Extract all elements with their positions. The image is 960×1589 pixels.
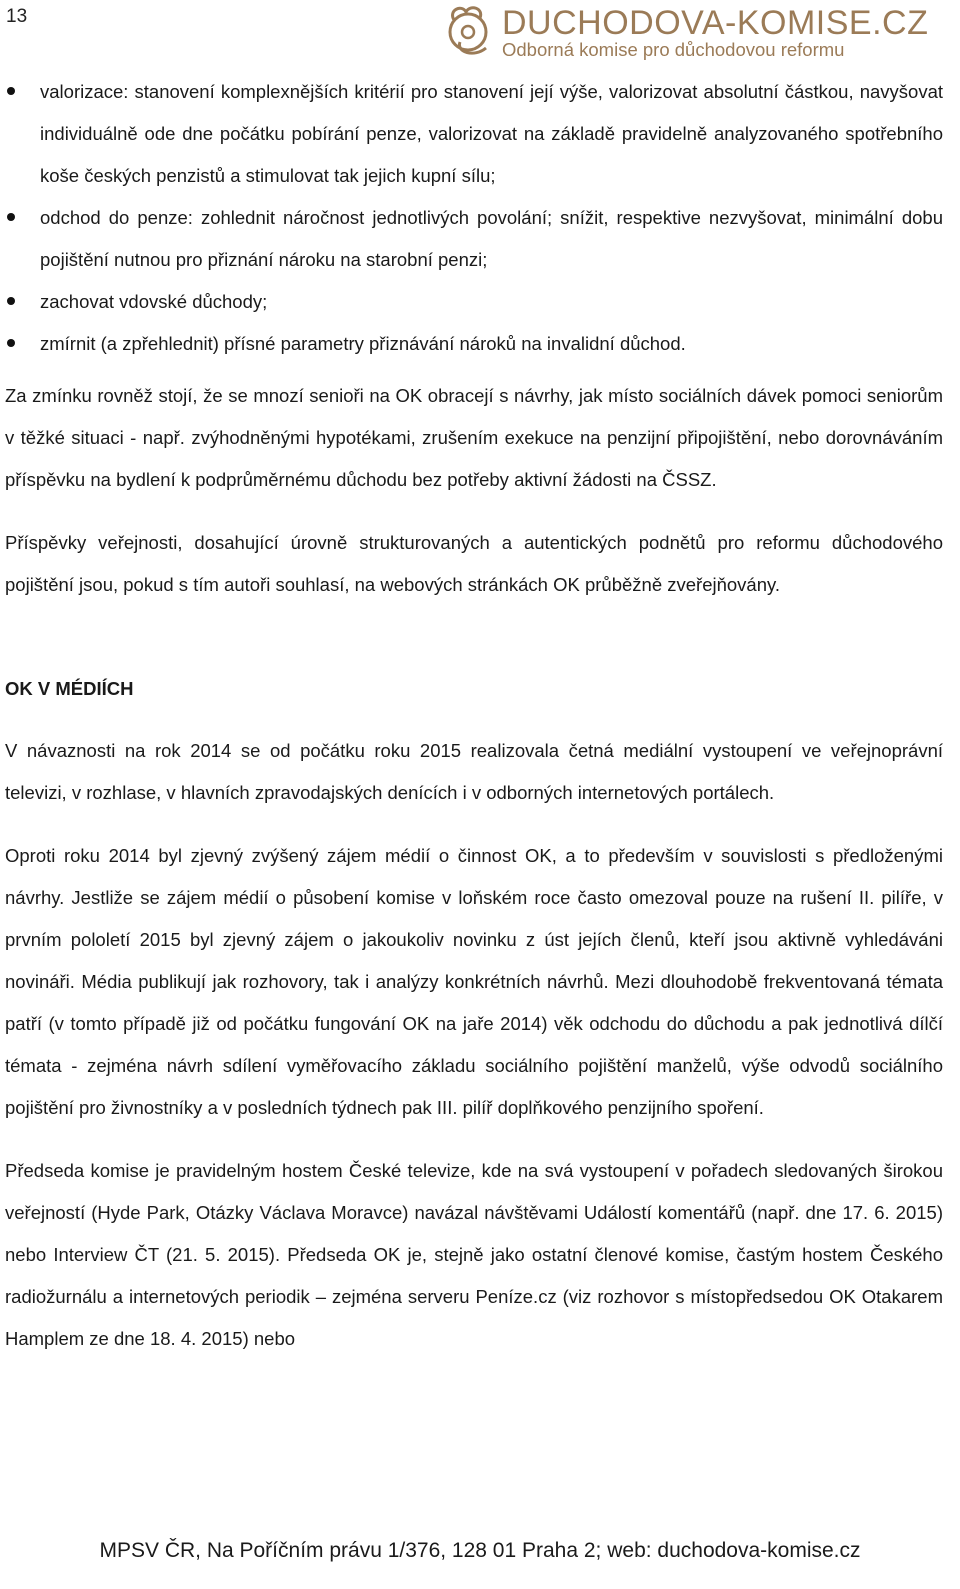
site-logo bbox=[444, 2, 954, 62]
page-footer: MPSV ČR, Na Poříčním právu 1/376, 128 01 Praha 2; web: duchodova-komise.cz bbox=[99, 1539, 861, 1562]
bullet-icon bbox=[7, 297, 15, 305]
list-item-text: zachovat vdovské důchody; bbox=[40, 291, 268, 312]
page-number: 13 bbox=[6, 6, 28, 27]
section-heading: OK V MÉDIÍCH bbox=[5, 678, 134, 699]
document-body bbox=[5, 71, 943, 1360]
list-item-text: zmírnit (a zpřehlednit) přísné parametry přiznávání nároků na invalidní důchod. bbox=[40, 333, 686, 354]
seal-emblem-icon bbox=[444, 2, 500, 60]
bullet-list bbox=[5, 71, 943, 365]
list-item bbox=[5, 323, 943, 365]
paragraph-media-interest: Oproti roku 2014 byl zjevný zvýšený zájem médií o činnost OK, a to především v souvislosti s předloženými návrhy. Jestliže se zájem médií o působení komise v loňském roce často omezoval pouze na rušení II. pilíře, v prvním pololetí 2015 byl zjevný zájem o jakoukoliv novinku z úst jejích členů, kteří jsou aktivně vyhledáváni novináři. Média publikují jak rozhovory, tak i analýzy konkrétních návrhů. Mezi dlouhodobě frekventovaná témata patří (v tomto případě již od počátku fungování OK na jaře 2014) věk odchodu do důchodu a pak jednotlivá dílčí témata - zejména návrh sdílení vyměřovacího základu sociálního pojištění manželů, výše odvodů sociálního pojištění pro živnostníky a v posledních týdnech pak III. pilíř doplňkového penzijního spoření. bbox=[5, 845, 943, 1118]
list-item bbox=[5, 197, 943, 281]
bullet-icon bbox=[7, 339, 15, 347]
paragraph-senior-proposals: Za zmínku rovněž stojí, že se mnozí senioři na OK obracejí s návrhy, jak místo sociálních dávek pomoci seniorům v těžké situaci - např. zvýhodněnými hypotékami, zrušením exekuce na penzijní připojištění, nebo dorovnáváním příspěvku na bydlení k podprůměrnému důchodu bez potřeby aktivní žádosti na ČSSZ. bbox=[5, 385, 943, 490]
logo-subtitle: Odborná komise pro důchodovou reformu bbox=[502, 39, 845, 60]
list-item bbox=[5, 281, 943, 323]
logo-title: DUCHODOVA-KOMISE.CZ bbox=[502, 4, 929, 42]
bullet-icon bbox=[7, 87, 15, 95]
paragraph-media-appearances: V návaznosti na rok 2014 se od počátku roku 2015 realizovala četná mediální vystoupení ve veřejnoprávní televizi, v rozhlase, v hlavních zpravodajských denících i v odborných internetových portálech. bbox=[5, 740, 943, 803]
bullet-icon bbox=[7, 213, 15, 221]
list-item bbox=[5, 71, 943, 197]
list-item-text: valorizace: stanovení komplexnějších kritérií pro stanovení její výše, valorizovat absolutní částkou, navyšovat individuálně ode dne počátku pobírání penze, valorizovat na základě pravidelně analyzovaného spotřebního koše českých penzistů a stimulovat tak jejich kupní sílu; bbox=[40, 81, 943, 186]
paragraph-public-contributions: Příspěvky veřejnosti, dosahující úrovně strukturovaných a autentických podnětů pro reformu důchodového pojištění jsou, pokud s tím autoři souhlasí, na webových stránkách OK průběžně zveřejňovány. bbox=[5, 532, 943, 595]
list-item-text: odchod do penze: zohlednit náročnost jednotlivých povolání; snížit, respektive nezvyšovat, minimální dobu pojištění nutnou pro přiznání nároku na starobní penzi; bbox=[40, 207, 943, 270]
paragraph-chairman-guest: Předseda komise je pravidelným hostem České televize, kde na svá vystoupení v pořadech sledovaných širokou veřejností (Hyde Park, Otázky Václava Moravce) navázal návštěvami Událostí komentářů (např. dne 17. 6. 2015) nebo Interview ČT (21. 5. 2015). Předseda OK je, stejně jako ostatní členové komise, častým hostem Českého radiožurnálu a internetových periodik – zejména serveru Peníze.cz (viz rozhovor s místopředsedou OK Otakarem Hamplem ze dne 18. 4. 2015) nebo bbox=[5, 1160, 943, 1349]
